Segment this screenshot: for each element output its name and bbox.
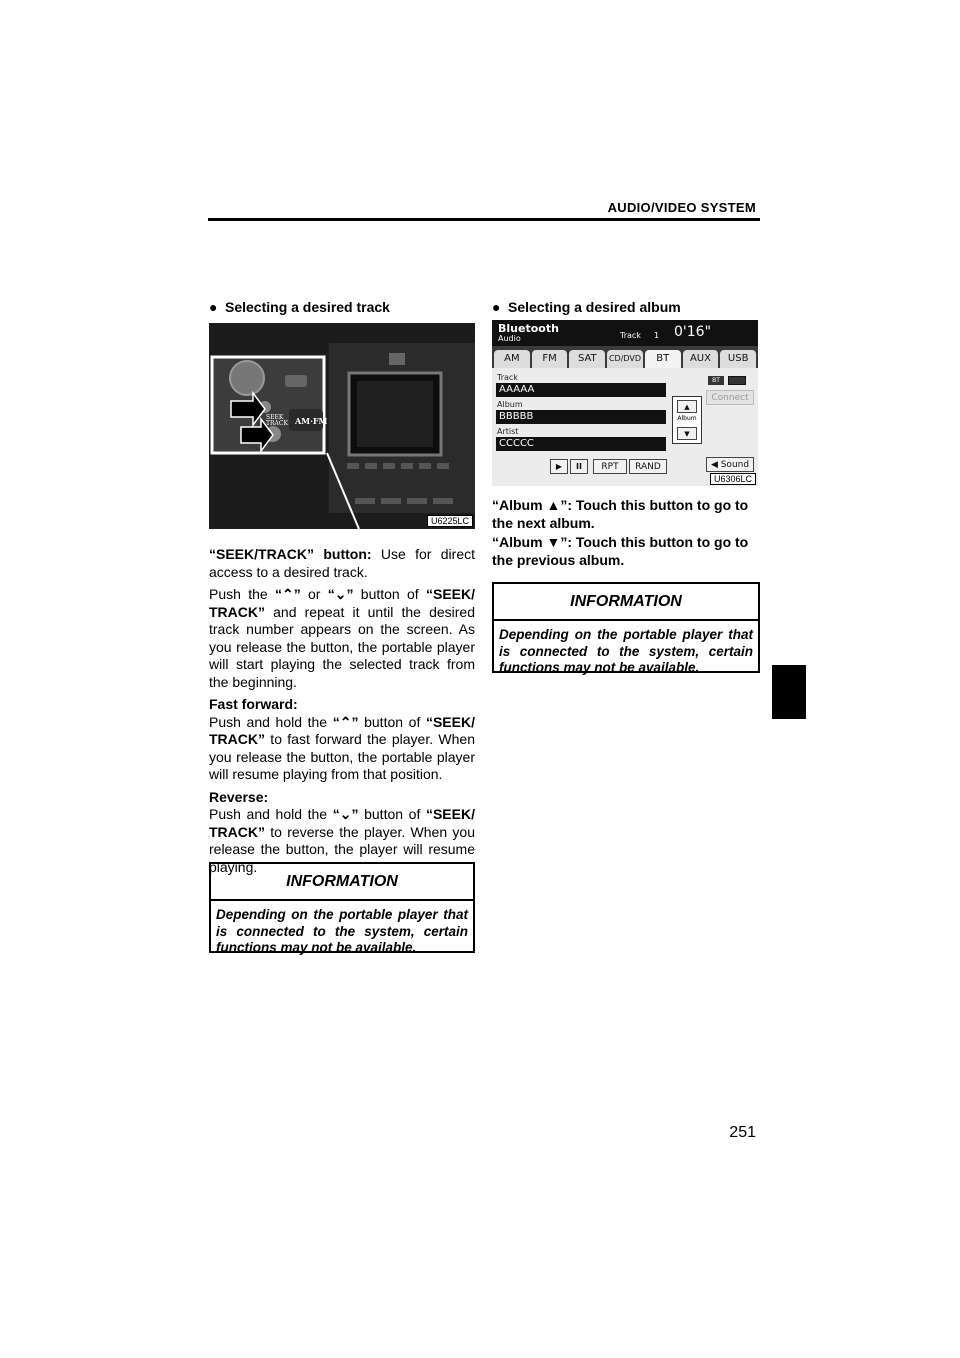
down-button-ref: “⌄” bbox=[327, 586, 354, 602]
triangle-up-icon: ▲ bbox=[546, 497, 561, 513]
album-control-label: Album bbox=[677, 415, 697, 422]
sound-button[interactable]: ◀ Sound bbox=[706, 457, 754, 472]
text-run: Push and hold the bbox=[209, 806, 333, 822]
album-down-description bbox=[492, 534, 760, 569]
text-run: ”: Touch this button to go to the next album. bbox=[492, 497, 749, 531]
seek-track-text: Use for direct access to a desired track. bbox=[209, 546, 475, 580]
bullet-icon: ● bbox=[209, 299, 218, 315]
left-information-box bbox=[209, 862, 475, 953]
left-body bbox=[209, 546, 475, 876]
information-title: INFORMATION bbox=[286, 873, 398, 890]
album-down-button[interactable]: ▼ bbox=[677, 427, 697, 440]
information-rule bbox=[494, 619, 758, 621]
text-run: “Album bbox=[492, 534, 547, 550]
artist-field: CCCCC bbox=[496, 437, 666, 451]
up-button-ref: “⌃” bbox=[274, 586, 301, 602]
rand-button[interactable]: RAND bbox=[629, 459, 667, 474]
tab-am[interactable]: AM bbox=[494, 350, 530, 368]
pause-button[interactable]: II bbox=[570, 459, 588, 474]
album-up-button[interactable]: ▲ bbox=[677, 400, 697, 413]
chapter-tab-marker bbox=[772, 665, 806, 719]
track-field-label: Track bbox=[497, 373, 518, 382]
text-run: Push the bbox=[209, 586, 275, 602]
screen-title-bar bbox=[492, 320, 758, 346]
dashboard-illustration bbox=[209, 323, 475, 529]
bt-badge: BT bbox=[708, 376, 724, 385]
information-title: INFORMATION bbox=[570, 593, 682, 610]
image-code: U6306LC bbox=[710, 473, 756, 485]
source-tabs bbox=[494, 350, 756, 368]
artist-field-label: Artist bbox=[497, 427, 519, 436]
tab-fm[interactable]: FM bbox=[532, 350, 568, 368]
text-run: to reverse the player. When you release the button, the player will resume playing. bbox=[209, 823, 475, 875]
connect-button[interactable]: Connect bbox=[706, 390, 754, 405]
text-run: ”: Touch this button to go to the previous album. bbox=[492, 534, 749, 568]
rpt-button[interactable]: RPT bbox=[593, 459, 627, 474]
tab-bt[interactable]: BT bbox=[645, 350, 681, 368]
seek-track-ref: “SEEK/ TRACK” bbox=[209, 586, 475, 620]
album-field-label: Album bbox=[497, 400, 523, 409]
information-text: Depending on the portable player that is connected to the system, certain functions may not be available. bbox=[499, 627, 753, 675]
album-control bbox=[672, 396, 702, 444]
play-button[interactable]: ▶ bbox=[550, 459, 568, 474]
screen-subtitle: Audio bbox=[498, 334, 521, 343]
tab-usb[interactable]: USB bbox=[720, 350, 756, 368]
text-run: “Album bbox=[492, 497, 547, 513]
album-section-title bbox=[492, 299, 760, 315]
fast-forward-text bbox=[209, 714, 475, 784]
information-rule bbox=[211, 899, 473, 901]
reverse-title: Reverse: bbox=[209, 788, 269, 805]
screen-track-number: 1 bbox=[654, 331, 660, 340]
track-field: AAAAA bbox=[496, 383, 666, 397]
battery-icon bbox=[728, 376, 746, 385]
track-section-title-text: Selecting a desired track bbox=[225, 299, 390, 315]
up-button-ref: “⌃” bbox=[332, 713, 359, 730]
seek-track-label: “SEEK/TRACK” button: bbox=[209, 546, 372, 562]
text-run: button of bbox=[358, 806, 426, 822]
bullet-icon: ● bbox=[492, 299, 501, 315]
page-number: 251 bbox=[729, 1124, 756, 1141]
seek-track-ref: “SEEK/ TRACK” bbox=[209, 713, 475, 747]
screen-body bbox=[492, 368, 758, 486]
information-text: Depending on the portable player that is connected to the system, certain functions may not be available. bbox=[216, 907, 468, 955]
seek-track-description bbox=[209, 546, 475, 581]
seek-track-photo bbox=[209, 323, 475, 529]
text-run: button of bbox=[358, 713, 426, 730]
screen-track-label: Track bbox=[620, 331, 641, 340]
track-section-title bbox=[209, 299, 475, 315]
text-run: Push and hold the bbox=[209, 713, 333, 730]
right-information-box bbox=[492, 582, 760, 673]
screen-time: 0'16" bbox=[674, 324, 712, 340]
tab-sat[interactable]: SAT bbox=[569, 350, 605, 368]
tab-cd-dvd[interactable]: CD/DVD bbox=[607, 350, 643, 368]
fast-forward-title: Fast forward: bbox=[209, 696, 298, 712]
text-run: or bbox=[300, 586, 328, 602]
screen-title: Bluetooth bbox=[498, 322, 559, 335]
seek-track-instructions bbox=[209, 586, 475, 691]
album-field: BBBBB bbox=[496, 410, 666, 424]
album-up-description bbox=[492, 497, 760, 532]
bluetooth-audio-screen bbox=[492, 320, 758, 486]
down-button-ref: “⌄” bbox=[332, 806, 359, 822]
header-rule bbox=[208, 218, 760, 221]
album-section-title-text: Selecting a desired album bbox=[508, 299, 681, 315]
am-fm-photo-label: AM·FM bbox=[295, 416, 328, 426]
seek-track-photo-label: SEEK TRACK bbox=[266, 414, 288, 427]
text-run: and repeat it until the desired track number appears on the screen. As you release the button, the portable player will start playing the selected track from the beginning. bbox=[209, 603, 475, 690]
text-run: button of bbox=[353, 586, 426, 602]
image-code: U6225LC bbox=[427, 515, 473, 527]
tab-aux[interactable]: AUX bbox=[683, 350, 719, 368]
seek-track-ref: “SEEK/ TRACK” bbox=[209, 806, 475, 840]
triangle-down-icon: ▼ bbox=[546, 534, 561, 550]
right-body bbox=[492, 497, 760, 569]
text-run: to fast forward the player. When you release the button, the portable player will resume playing from that position. bbox=[209, 731, 475, 782]
section-header: AUDIO/VIDEO SYSTEM bbox=[607, 200, 756, 215]
